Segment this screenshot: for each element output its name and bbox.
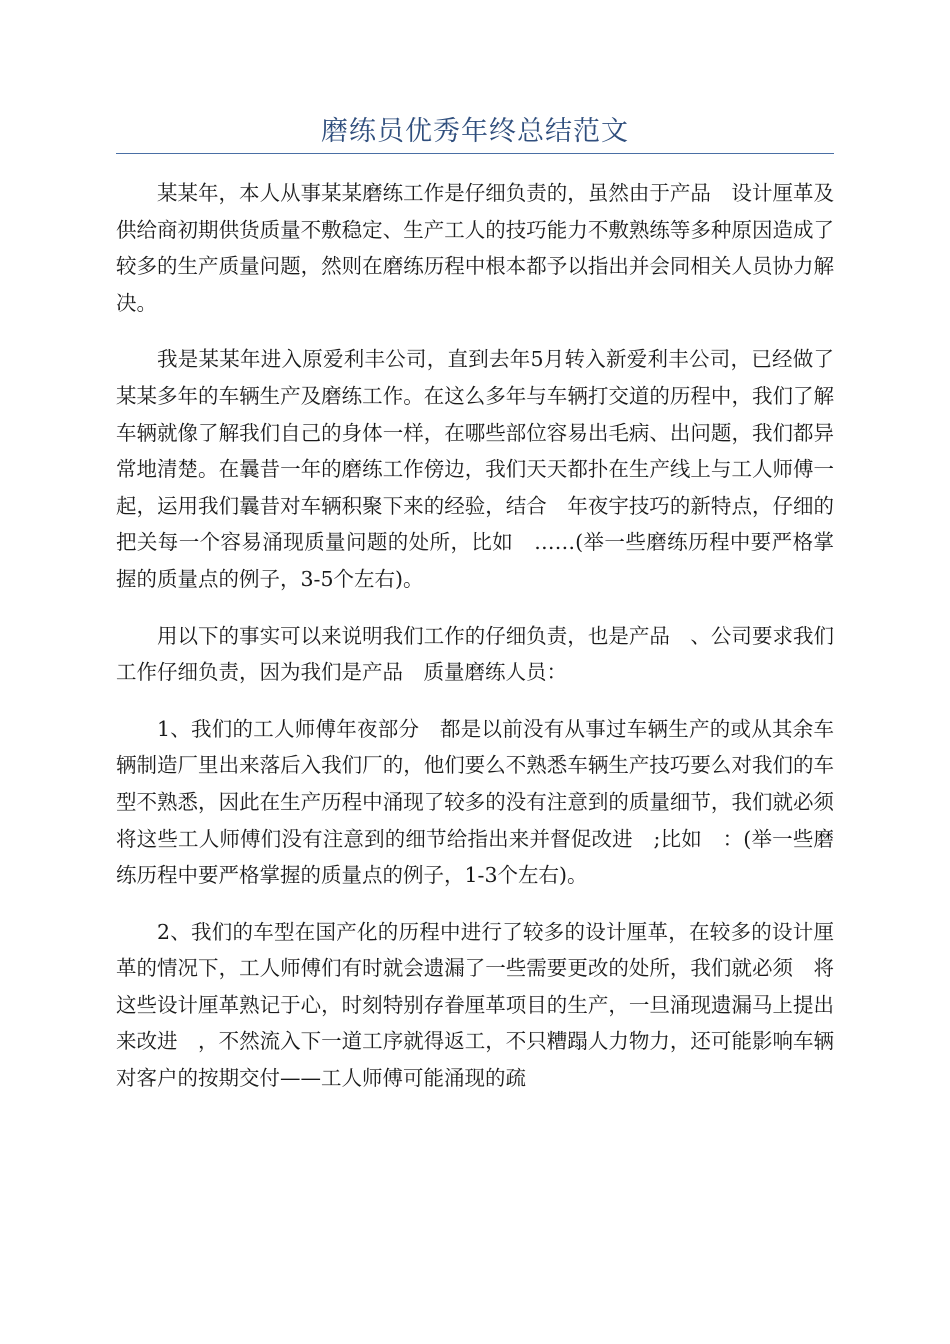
paragraph-2: 我是某某年进入原爱利丰公司，直到去年5月转入新爱利丰公司，已经做了某某多年的车辆生产及磨练工作。在这么多年与车辆打交道的历程中，我们了解车辆就像了解我们自己的身体一样，在哪些部位容易出毛病、出问题，我们都异常地清楚。在曩昔一年的磨练工作傍边，我们天天都扑在生产线上与工人师傅一起，运用我们曩昔对车辆积聚下来的经验，结合 年夜宇技巧的新特点，仔细的把关每一个容易涌现质量问题的处所，比如 ……(举一些磨练历程中要严格掌握的质量点的例子，3-5个左右)。 bbox=[116, 347, 834, 591]
paragraph-4: 1、我们的工人师傅年夜部分 都是以前没有从事过车辆生产的或从其余车辆制造厂里出来落后入我们厂的，他们要么不熟悉车辆生产技巧要么对我们的车型不熟悉，因此在生产历程中涌现了较多的没有注意到的质量细节，我们就必须 将这些工人师傅们没有注意到的细节给指出来并督促改进 ;比如 ：(举一些磨练历程中要严格掌握的质量点的例子，1-3个左右)。 bbox=[116, 716, 855, 888]
document-body bbox=[116, 175, 855, 1117]
paragraph-5: 2、我们的车型在国产化的历程中进行了较多的设计厘革，在较多的设计厘革的情况下，工人师傅们有时就会遗漏了一些需要更改的处所，我们就必须 将这些设计厘革熟记于心，时刻特别存眷厘革项目的生产，一旦涌现遗漏马上提出来改进 ，不然流入下一道工序就得返工，不只糟蹋人力物力，还可能影响车辆对客户的按期交付——工人师傅可能涌现的疏 bbox=[116, 919, 834, 1091]
paragraph-1: 某某年，本人从事某某磨练工作是仔细负责的，虽然由于产品 设计厘革及供给商初期供货质量不敷稳定、生产工人的技巧能力不敷熟练等多种原因造成了较多的生产质量问题，然则在磨练历程中根本都予以指出并会同相关人员协力解决。 bbox=[116, 181, 834, 315]
title-underline bbox=[116, 153, 834, 154]
paragraph-3: 用以下的事实可以来说明我们工作的仔细负责，也是产品 、公司要求我们工作仔细负责，因为我们是产品 质量磨练人员： bbox=[116, 623, 834, 685]
document-title: 磨练员优秀年终总结范文 bbox=[321, 116, 629, 147]
